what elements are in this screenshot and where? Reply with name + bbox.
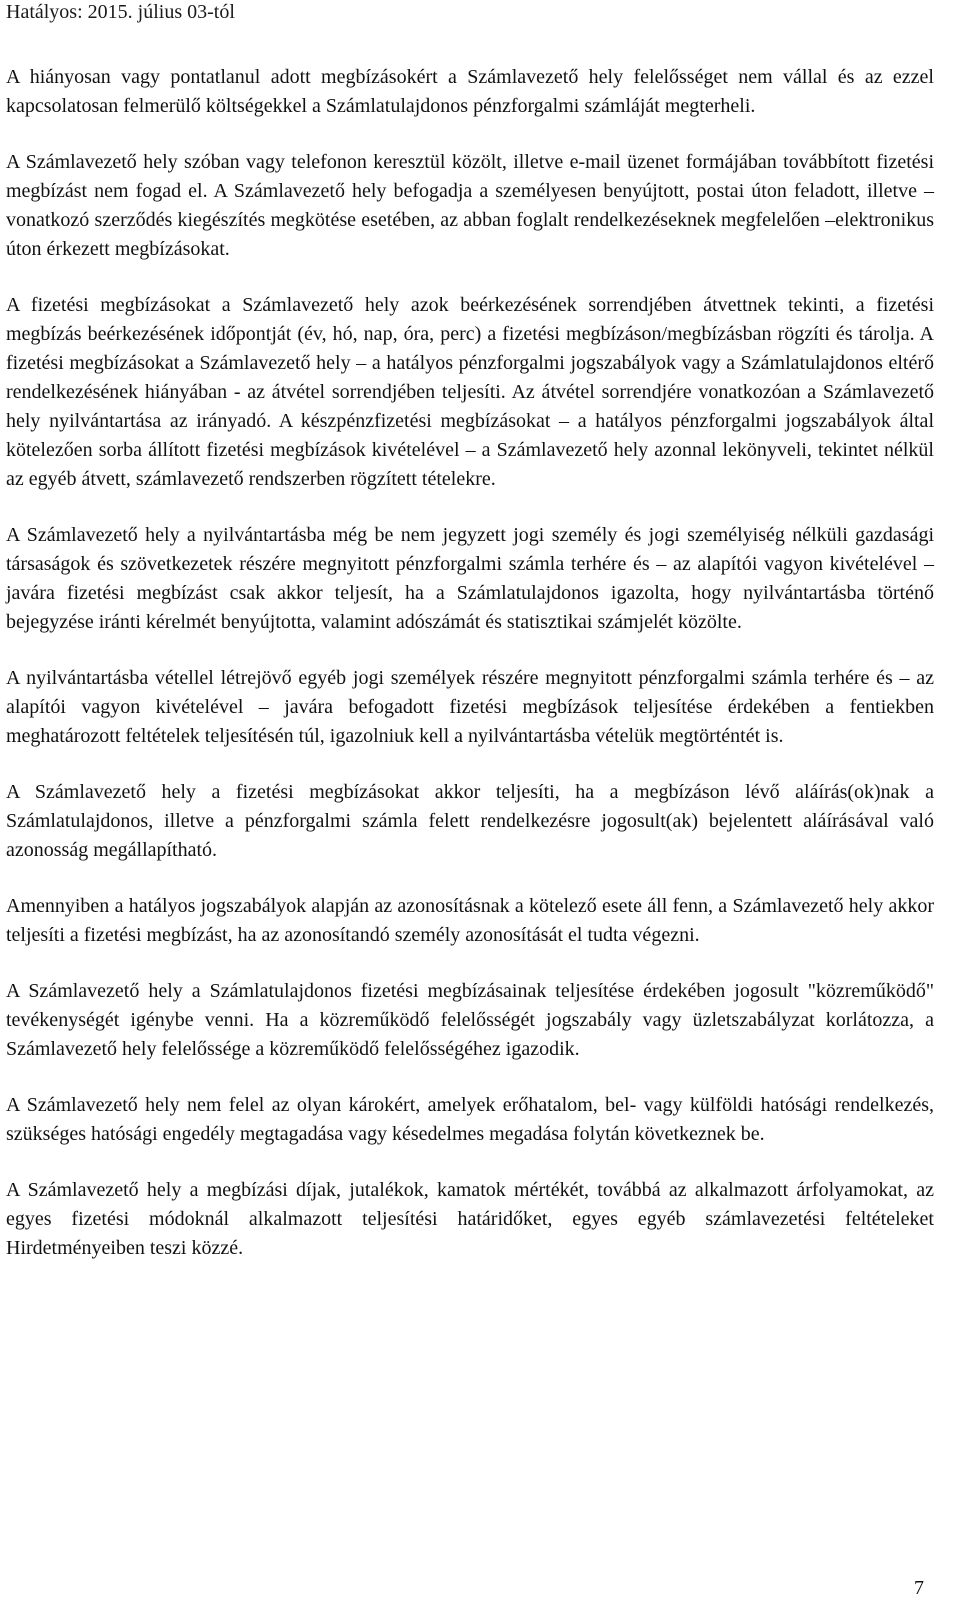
paragraph-accepted-channels: A Számlavezető hely szóban vagy telefonon keresztül közölt, illetve e-mail üzenet formájában továbbított fizetési megbízást nem fogad el. A Számlavezető hely befogadja a személyesen benyújtott, postai úton feladott, illetve – vonatkozó szerződés kiegészítés megkötése esetében, az abban foglalt rendelkezéseknek megfelelően –elektronikus úton érkezett megbízásokat.	[6, 151, 934, 260]
paragraph-identification: Amennyiben a hatályos jogszabályok alapján az azonosításnak a kötelező esete áll fenn, a Számlavezető hely akkor teljesíti a fizetési megbízást, ha az azonosítandó személy azonosítását el tudta végezni.	[6, 895, 934, 946]
paragraph-processing-order: A fizetési megbízásokat a Számlavezető hely azok beérkezésének sorrendjében átvettnek tekinti, a fizetési megbízás beérkezésének időpontját (év, hó, nap, óra, perc) a fizetési megbízáson/megbízásban rögzíti és tárolja. A fizetési megbízásokat a Számlavezető hely – a hatályos pénzforgalmi jogszabályok vagy a Számlatulajdonos eltérő rendelkezésének hiányában - az átvétel sorrendjében teljesíti. Az átvétel sorrendjére vonatkozóan a Számlavezető hely nyilvántartása az irányadó. A készpénzfizetési megbízásokat – a hatályos pénzforgalmi jogszabályok által kötelezően sorba állított fizetési megbízások kivételével – a Számlavezető hely azonnal lekönyveli, tekintet nélkül az egyéb átvett, számlavezető rendszerben rögzített tételekre.	[6, 294, 934, 490]
paragraph-unregistered-entities: A Számlavezető hely a nyilvántartásba még be nem jegyzett jogi személy és jogi személyiség nélküli gazdasági társaságok és szövetkezetek részére megnyitott pénzforgalmi számla terhére és – az alapítói vagyon kivételével – javára fizetési megbízást csak akkor teljesít, ha a Számlatulajdonos igazolta, hogy nyilvántartásba történő bejegyzése iránti kérelmét benyújtotta, valamint adószámát és statisztikai számjelét közölte.	[6, 524, 934, 633]
paragraph-other-legal-entities: A nyilvántartásba vétellel létrejövő egyéb jogi személyek részére megnyitott pénzforgalmi számla terhére és – az alapítói vagyon kivételével – javára befogadott fizetési megbízások teljesítése érdekében a fentiekben meghatározott feltételek teljesítésén túl, igazolniuk kell a nyilvántartásba vételük megtörténtét is.	[6, 667, 934, 747]
effective-date-header: Hatályos: 2015. július 03-tól	[6, 1, 235, 23]
paragraph-intermediary: A Számlavezető hely a Számlatulajdonos fizetési megbízásainak teljesítése érdekében jogosult "közreműködő" tevékenységét igénybe venni. Ha a közreműködő felelősségét jogszabály vagy üzletszabályzat korlátozza, a Számlavezető hely felelőssége a közreműködő felelősségéhez igazodik.	[6, 980, 934, 1060]
paragraph-signature-verification: A Számlavezető hely a fizetési megbízásokat akkor teljesíti, ha a megbízáson lévő aláírás(ok)nak a Számlatulajdonos, illetve a pénzforgalmi számla felett rendelkezésre jogosult(ak) bejelentett aláírásával való azonosság megállapítható.	[6, 781, 934, 861]
document-body	[6, 63, 934, 1290]
paragraph-force-majeure: A Számlavezető hely nem felel az olyan károkért, amelyek erőhatalom, bel- vagy külföldi hatósági rendelkezés, szükséges hatósági engedély megtagadása vagy késedelmes megadása folytán következnek be.	[6, 1094, 934, 1145]
paragraph-incorrect-orders: A hiányosan vagy pontatlanul adott megbízásokért a Számlavezető hely felelősséget nem vállal és az ezzel kapcsolatosan felmerülő költségekkel a Számlatulajdonos pénzforgalmi számláját megterheli.	[6, 66, 934, 117]
page-number: 7	[914, 1577, 924, 1599]
paragraph-fees-announcement: A Számlavezető hely a megbízási díjak, jutalékok, kamatok mértékét, továbbá az alkalmazott árfolyamokat, az egyes fizetési módoknál alkalmazott teljesítési határidőket, egyes egyéb számlavezetési feltételeket Hirdetményeiben teszi közzé.	[6, 1179, 934, 1259]
